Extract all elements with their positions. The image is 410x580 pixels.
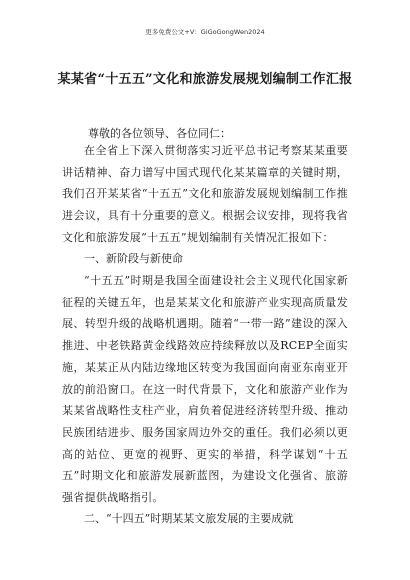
header-note: 更多免费公文+V：GiGoGongWen2024 (145, 28, 265, 36)
section-heading: 一、新阶段与新使命 (84, 252, 183, 265)
body-paragraph: 在全省上下深入贯彻落实习近平总书记考察某某重要讲话精神、奋力谱写中国式现代化某某篇章的关键时期，我们召开某某省“十五五”文化和旅游发展规划编制工作推进会议，具有十分重要的意义。根据会议安排，现将我省文化和旅游发展“十五五”规划编制有关情况汇报如下： (62, 144, 348, 244)
body-paragraph: “十五五”时期是我国全面建设社会主义现代化国家新征程的关键五年，也是某某文化和旅游产业实现高质量发展、转型升级的战略机遇期。随着“一带一路”建设的深入推进、中老铁路黄金线路效应持续释放以及RCEP全面实施，某某正从内陆边缘地区转变为我国面向南亚东南亚开放的前沿窗口。在这一时代背景下，文化和旅游产业作为某某省战略性支柱产业，肩负着促进经济转型升级、推动民族团结进步、服务国家周边外交的重任。我们必须以更高的站位、更宽的视野、更实的举措，科学谋划“十五五”时期文化和旅游发展新蓝图，为建设文化强省、旅游强省提供战略指引。 (62, 274, 348, 505)
document-title: 某某省“十五五”文化和旅游发展规划编制工作汇报 (57, 72, 353, 87)
section-heading: 二、“十四五”时期某某文旅发展的主要成就 (84, 512, 294, 525)
salutation: 尊敬的各位领导、各位同仁： (88, 127, 231, 140)
